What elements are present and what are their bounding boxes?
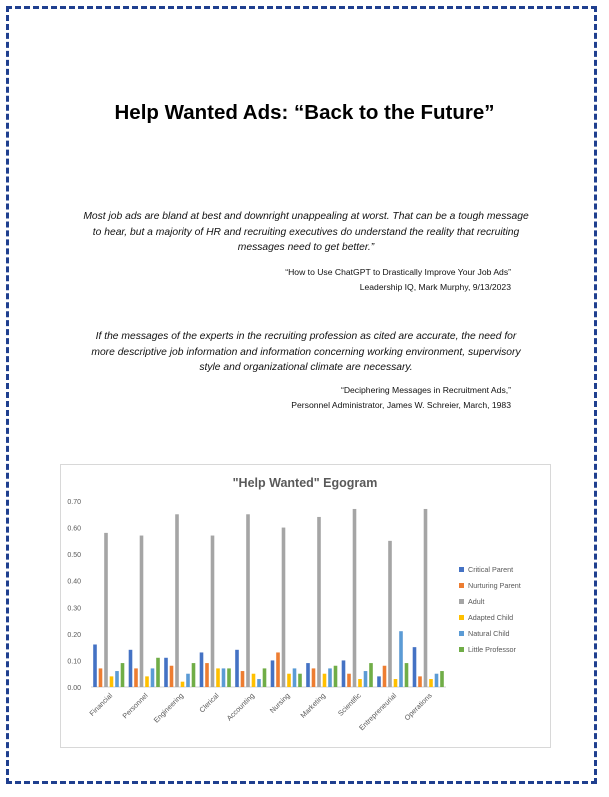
bar-entrepreneurial-natural-child: [399, 631, 403, 687]
legend-swatch: [459, 567, 464, 572]
bar-scientific-nurturing-parent: [347, 674, 351, 687]
x-tick-label: Accounting: [224, 691, 257, 723]
bar-entrepreneurial-critical-parent: [377, 676, 381, 687]
bar-clerical-natural-child: [222, 668, 226, 687]
bar-operations-adult: [424, 509, 428, 687]
y-tick-label: 0.50: [67, 552, 81, 560]
bar-financial-natural-child: [115, 671, 119, 687]
bar-accounting-natural-child: [257, 679, 261, 687]
x-tick-label: Nursing: [267, 691, 292, 715]
bar-nursing-adult: [282, 528, 286, 687]
legend-swatch: [459, 615, 464, 620]
bar-nursing-little-professor: [298, 674, 302, 687]
bar-operations-adapted-child: [429, 679, 433, 687]
bar-scientific-little-professor: [369, 663, 373, 687]
x-tick-label: Personnel: [120, 691, 150, 721]
quote-2: If the messages of the experts in the recruiting profession as cited are accurate, the need for more descriptive job information and information concerning working environment, supervisory style and organizational climate are necessary.: [91, 331, 521, 373]
bar-personnel-adapted-child: [145, 676, 149, 687]
citation-2-source: Personnel Administrator, James W. Schreier, March, 1983: [291, 399, 511, 410]
bar-engineering-nurturing-parent: [170, 666, 174, 687]
bar-personnel-natural-child: [151, 668, 155, 687]
y-tick-label: 0.60: [67, 525, 81, 533]
bar-nursing-adapted-child: [287, 674, 291, 687]
bar-nursing-natural-child: [293, 668, 297, 687]
legend-label: Adult: [468, 597, 485, 606]
x-tick-label: Operations: [402, 691, 434, 723]
legend-label: Natural Child: [468, 629, 510, 638]
bar-marketing-critical-parent: [306, 663, 310, 687]
bar-marketing-nurturing-parent: [312, 668, 316, 687]
bar-scientific-natural-child: [364, 671, 368, 687]
y-tick-label: 0.70: [67, 499, 81, 506]
bar-engineering-critical-parent: [164, 658, 168, 687]
bar-operations-little-professor: [440, 671, 444, 687]
bar-operations-nurturing-parent: [418, 676, 422, 687]
y-tick-label: 0.30: [67, 605, 81, 613]
chart-title: "Help Wanted" Egogram: [232, 476, 378, 490]
bar-financial-critical-parent: [93, 644, 97, 687]
bar-marketing-little-professor: [334, 666, 338, 687]
citation-1: [285, 265, 511, 294]
legend-label: Nurturing Parent: [468, 581, 521, 590]
citation-2: [291, 383, 511, 412]
bar-engineering-little-professor: [192, 663, 196, 687]
bar-nursing-critical-parent: [271, 660, 275, 687]
bar-entrepreneurial-little-professor: [405, 663, 409, 687]
bar-accounting-adult: [246, 514, 250, 687]
bar-financial-nurturing-parent: [99, 668, 103, 687]
bar-accounting-nurturing-parent: [241, 671, 245, 687]
x-tick-label: Clerical: [197, 691, 221, 715]
bar-financial-adapted-child: [110, 676, 114, 687]
legend-swatch: [459, 631, 464, 636]
citation-1-source: Leadership IQ, Mark Murphy, 9/13/2023: [359, 281, 511, 292]
y-tick-label: 0.20: [67, 631, 81, 639]
bar-engineering-adult: [175, 514, 179, 687]
bar-accounting-adapted-child: [252, 674, 256, 687]
x-tick-label: Entrepreneurial: [357, 691, 399, 733]
bar-engineering-natural-child: [186, 674, 190, 687]
legend-label: Little Professor: [468, 645, 516, 654]
bar-operations-critical-parent: [413, 647, 417, 687]
bar-clerical-critical-parent: [200, 652, 204, 687]
bar-personnel-adult: [140, 536, 144, 687]
bar-scientific-adult: [353, 509, 357, 687]
legend-label: Adapted Child: [468, 613, 514, 622]
bar-personnel-nurturing-parent: [134, 668, 138, 687]
bar-financial-adult: [104, 533, 108, 687]
legend-swatch: [459, 599, 464, 604]
bar-marketing-adult: [317, 517, 321, 687]
y-tick-label: 0.10: [67, 658, 81, 666]
bar-entrepreneurial-adapted-child: [394, 679, 398, 687]
citation-1-title: “How to Use ChatGPT to Drastically Improve Your Job Ads”: [285, 267, 511, 277]
bar-scientific-critical-parent: [342, 660, 346, 687]
x-tick-label: Financial: [87, 691, 115, 718]
quote-1: Most job ads are bland at best and downright unappealing at worst. That can be a tough message to hear, but a majority of HR and recruiting executives do understand the reality that recruiting messages need to get better.”: [83, 211, 529, 253]
bar-marketing-adapted-child: [323, 674, 327, 687]
bar-entrepreneurial-adult: [388, 541, 392, 687]
citation-2-title: “Deciphering Messages in Recruitment Ads,”: [340, 385, 511, 395]
bar-clerical-little-professor: [227, 668, 231, 687]
egogram-chart: [60, 464, 551, 748]
bar-engineering-adapted-child: [181, 682, 185, 687]
egogram-chart-svg: [61, 465, 550, 747]
bar-personnel-critical-parent: [129, 650, 133, 687]
legend-label: Critical Parent: [468, 565, 514, 574]
legend-swatch: [459, 583, 464, 588]
bar-accounting-critical-parent: [235, 650, 239, 687]
x-tick-label: Marketing: [298, 691, 328, 720]
bar-clerical-adapted-child: [216, 668, 220, 687]
bar-accounting-little-professor: [263, 668, 267, 687]
bar-marketing-natural-child: [328, 668, 332, 687]
bar-clerical-nurturing-parent: [205, 663, 209, 687]
bar-personnel-little-professor: [156, 658, 160, 687]
page-title: Help Wanted Ads: “Back to the Future”: [114, 101, 495, 124]
y-tick-label: 0.00: [67, 685, 81, 692]
y-tick-label: 0.40: [67, 578, 81, 586]
bar-nursing-nurturing-parent: [276, 652, 280, 687]
x-tick-label: Scientific: [335, 691, 363, 718]
bar-entrepreneurial-nurturing-parent: [383, 666, 387, 687]
x-tick-label: Engineering: [151, 691, 186, 725]
bar-scientific-adapted-child: [358, 679, 362, 687]
bar-clerical-adult: [211, 536, 215, 687]
bar-financial-little-professor: [121, 663, 125, 687]
bar-operations-natural-child: [435, 674, 439, 687]
legend-swatch: [459, 647, 464, 652]
